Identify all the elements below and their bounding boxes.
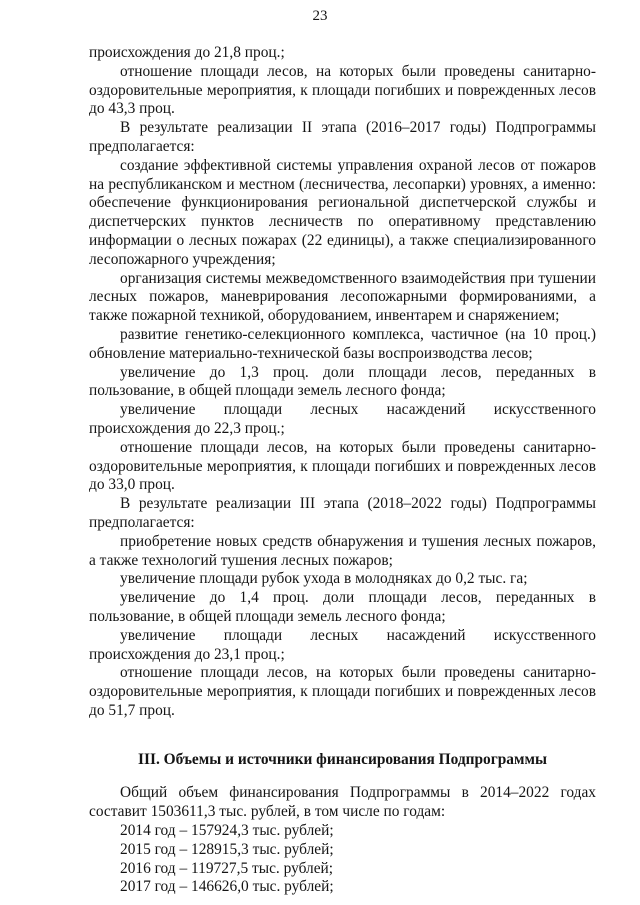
body-paragraph: 2015 год – 128915,3 тыс. рублей;: [120, 840, 334, 858]
body-paragraph: 2014 год – 157924,3 тыс. рублей;: [120, 822, 334, 840]
body-paragraph: увеличение до 1,4 проц. доли площади лесов, переданных в пользование, в общей площади земель лесного фонда;: [89, 589, 596, 625]
paragraphs-after-heading: [89, 784, 596, 897]
body-paragraph: отношение площади лесов, на которых были проведены санитарно-оздоровительные мероприятия, к площади погибших и поврежденных лесов до 43,3 проц.: [89, 62, 596, 118]
body-paragraph: отношение площади лесов, на которых были проведены санитарно-оздоровительные мероприятия, к площади погибших и поврежденных лесов до 33,0 проц.: [89, 438, 596, 494]
page-number: 23: [312, 8, 328, 24]
body-paragraph: происхождения до 21,8 проц.;: [89, 44, 285, 61]
body-paragraph: 2017 год – 146626,0 тыс. рублей;: [120, 878, 334, 896]
page-body: [89, 44, 596, 897]
paragraphs-before-heading: [89, 44, 596, 721]
body-paragraph: развитие генетико-селекционного комплекса, частичное (на 10 проц.) обновление материально-технической базы воспроизводства лесов;: [89, 325, 596, 362]
body-paragraph: отношение площади лесов, на которых были проведены санитарно-оздоровительные мероприятия, к площади погибших и поврежденных лесов до 51,7 проц.: [89, 664, 596, 719]
body-paragraph: увеличение площади рубок ухода в молодняках до 0,2 тыс. га;: [120, 570, 528, 588]
body-paragraph: 2016 год – 119727,5 тыс. рублей;: [120, 859, 334, 877]
body-paragraph: В результате реализации III этапа (2018–2022 годы) Подпрограммы предполагается:: [89, 495, 596, 531]
body-paragraph: В результате реализации II этапа (2016–2017 годы) Подпрограммы предполагается:: [89, 119, 596, 155]
body-paragraph: приобретение новых средств обнаружения и тушения лесных пожаров, а также технологий тушения лесных пожаров;: [89, 532, 596, 569]
body-paragraph: Общий объем финансирования Подпрограммы в 2014–2022 годах составит 1503611,3 тыс. рублей, в том числе по годам:: [89, 784, 596, 821]
body-paragraph: создание эффективной системы управления охраной лесов от пожаров на республиканском и местном (лесничества, лесопарки) уровнях, а именно: обеспечение функционирования региональной диспетчерской службы и диспетчерских пунктов лесничеств по оперативному представлению информации о лесных пожарах (22 единицы), а также специализированного лесопожарного учреждения;: [89, 156, 596, 268]
body-paragraph: увеличение площади лесных насаждений искусственного происхождения до 23,1 проц.;: [89, 626, 596, 663]
body-paragraph: организация системы межведомственного взаимодействия при тушении лесных пожаров, маневрирования лесопожарными формированиями, а также пожарной техникой, оборудованием, инвентарем и снаряжением;: [89, 269, 596, 325]
body-paragraph: увеличение площади лесных насаждений искусственного происхождения до 22,3 проц.;: [89, 401, 596, 437]
body-paragraph: увеличение до 1,3 проц. доли площади лесов, переданных в пользование, в общей площади земель лесного фонда;: [89, 363, 596, 400]
section-heading: III. Объемы и источники финансирования Подпрограммы: [138, 750, 547, 768]
